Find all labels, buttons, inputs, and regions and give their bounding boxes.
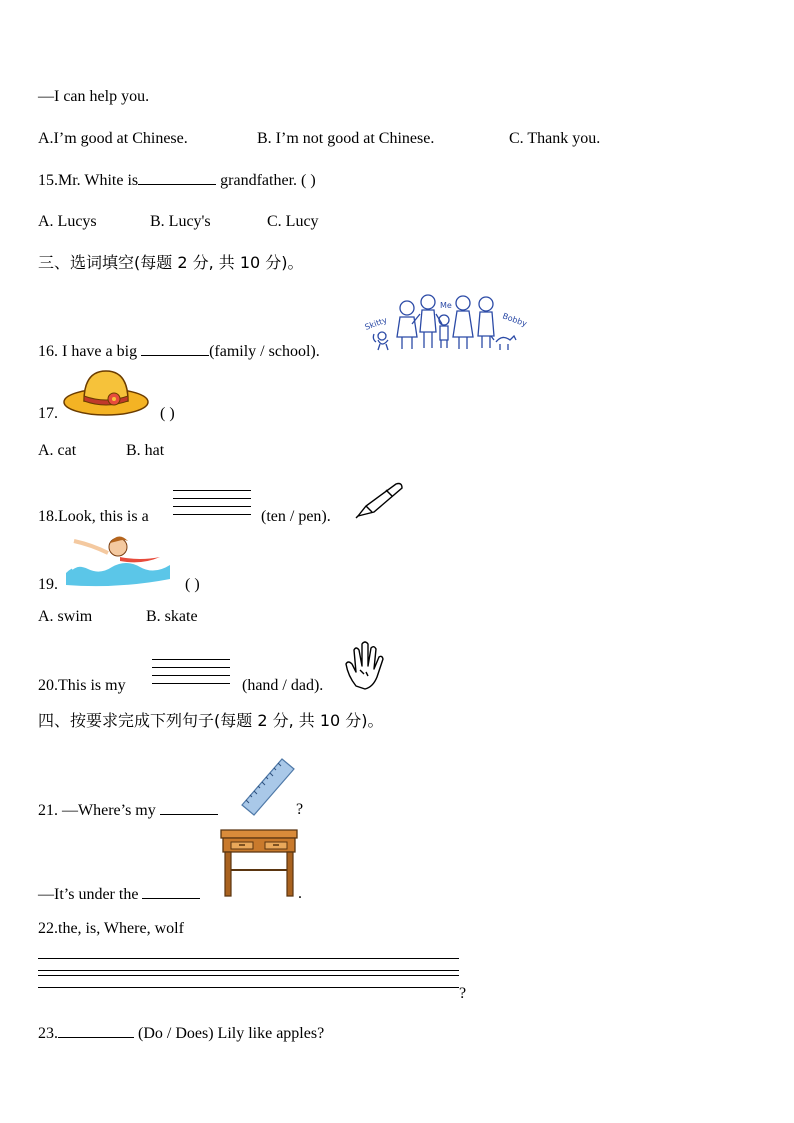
q20-text-after: (hand / dad). (242, 677, 324, 694)
q19-option-b: B. skate (146, 608, 198, 625)
q22-question-mark: ? (459, 985, 467, 1002)
q19-number: 19. (38, 576, 58, 593)
q14-prompt-line: —I can help you. (38, 88, 150, 105)
q18-question (38, 507, 149, 527)
answer-parentheses[interactable]: ( ) (185, 576, 200, 593)
q17-option-b: B. hat (126, 442, 165, 459)
pen-icon (352, 480, 404, 520)
section-title: 三、选词填空(每题 2 分, 共 10 分)。 (38, 253, 304, 272)
q21-question-mark: ? (296, 801, 304, 818)
ruler-icon (238, 755, 298, 817)
question-number: 20. (38, 677, 58, 694)
q15-text-after: grandfather. ( ) (216, 172, 316, 189)
q23-text-after: (Do / Does) Lily like apples? (134, 1025, 325, 1042)
q15-option-a: A. Lucys (38, 213, 97, 230)
section-title: 四、按要求完成下列句子(每题 2 分, 共 10 分)。 (38, 711, 384, 730)
question-number: 15. (38, 172, 58, 189)
hand-icon (344, 640, 388, 690)
question-number: 23. (38, 1025, 58, 1042)
q21-line2 (38, 884, 200, 905)
four-line-writing-grid[interactable] (152, 659, 230, 691)
answer-blank[interactable] (141, 341, 209, 356)
question-number: 18. (38, 508, 58, 525)
q15-option-b: B. Lucy's (150, 213, 211, 230)
picture-label-middle: Me (440, 301, 452, 310)
answer-blank[interactable] (138, 170, 216, 185)
question-number: 21 (38, 802, 54, 819)
q14-option-b: B. I’m not good at Chinese. (257, 130, 435, 147)
picture-label-right: Bobby (501, 311, 529, 329)
q23-question (38, 1023, 324, 1044)
answer-blank[interactable] (160, 800, 218, 815)
q21-period: . (298, 885, 302, 902)
answer-parentheses[interactable]: ( ) (160, 405, 175, 422)
picture-label-left: Skitty (363, 315, 389, 332)
q18-text-before: Look, this is a (58, 508, 149, 525)
q22-words (38, 919, 184, 939)
hat-icon (62, 368, 150, 418)
q17-number: 17. (38, 405, 58, 422)
q16-question (38, 341, 320, 362)
question-number: 22. (38, 920, 58, 937)
swimming-icon (62, 533, 174, 585)
q22-word-list: the, is, Where, wolf (58, 920, 184, 937)
q16-text-after: (family / school). (209, 343, 320, 360)
q20-text-before: This is my (58, 677, 126, 694)
q17-option-a: A. cat (38, 442, 77, 459)
q19-option-a: A. swim (38, 608, 93, 625)
q21-line1 (38, 800, 218, 821)
answer-blank[interactable] (142, 884, 200, 899)
q18-text-after: (ten / pen). (261, 508, 331, 525)
q21-line2-text: —It’s under the (38, 886, 143, 903)
desk-icon (219, 826, 299, 898)
four-line-writing-grid[interactable] (38, 958, 459, 995)
family-picture-icon (362, 292, 527, 358)
q21-line1-text: . —Where’s my (54, 802, 160, 819)
question-number: 16. (38, 343, 58, 360)
answer-blank[interactable] (58, 1023, 134, 1038)
q20-question (38, 676, 126, 696)
four-line-writing-grid[interactable] (173, 490, 251, 522)
q15-text-before: Mr. White is (58, 172, 139, 189)
q16-text-before: I have a big (58, 343, 142, 360)
q15-question (38, 170, 316, 191)
q14-option-a: A.I’m good at Chinese. (38, 130, 188, 147)
q14-option-c: C. Thank you. (509, 130, 601, 147)
q15-option-c: C. Lucy (267, 213, 319, 230)
